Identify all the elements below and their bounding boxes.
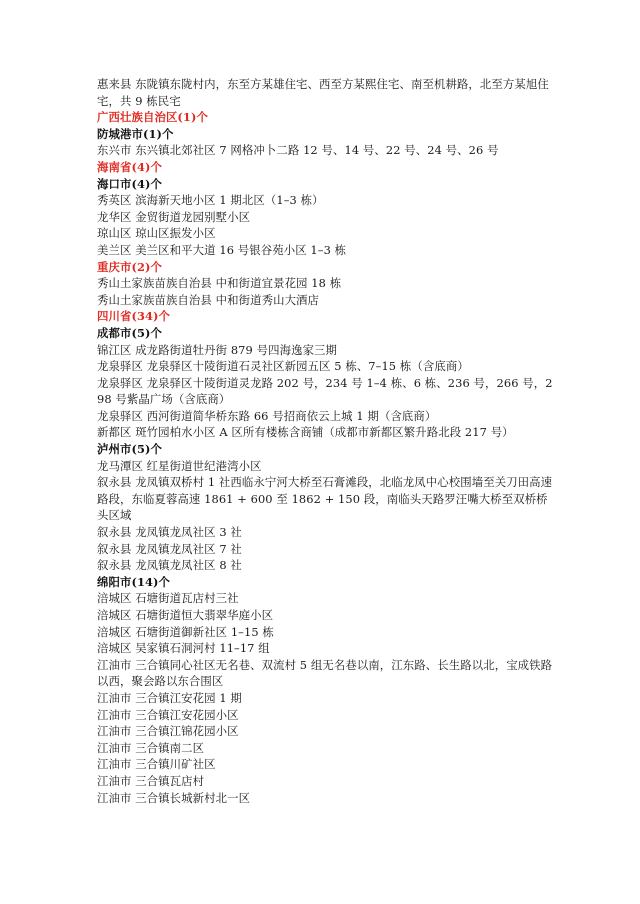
entry-line: 龙华区 金贸街道龙园别墅小区 <box>97 209 251 224</box>
document-page <box>97 76 557 806</box>
entry-line: 龙泉驿区 龙泉驿区十陵街道石灵社区新园五区 5 栋、7–15 栋（含底商） <box>97 359 469 374</box>
entry-line: 江油市 三合镇江安花园小区 <box>97 707 239 722</box>
entry-line: 龙马潭区 红星街道世纪港湾小区 <box>97 458 262 473</box>
entry-line: 江油市 三合镇瓦店村 <box>97 773 205 788</box>
entry-line: 叙永县 龙凤镇双桥村 1 社西临永宁河大桥至石膏滩段，北临龙凤中心校围墙至关刀田高速路段，东临夏蓉高速 1861 + 600 至 1862 + 150 段，南临头天路罗汪嘴大桥至双桥桥头区域 <box>97 475 553 523</box>
province-heading: 重庆市(2)个 <box>97 259 162 274</box>
entry-line: 江油市 三合镇长城新村北一区 <box>97 790 251 805</box>
entry-line: 新都区 斑竹园柏水小区 A 区所有楼栋含商铺（成都市新都区繁升路北段 217 号） <box>97 425 514 440</box>
entry-line: 龙泉驿区 龙泉驿区十陵街道灵龙路 202 号，234 号 1–4 栋、6 栋、236 号，266 号，298 号紫晶广场（含底商） <box>97 375 553 407</box>
entry-line: 秀山土家族苗族自治县 中和街道宜景花园 18 栋 <box>97 276 342 291</box>
city-heading: 成都市(5)个 <box>97 325 162 340</box>
entry-line: 龙泉驿区 西河街道简华桥东路 66 号招商依云上城 1 期（含底商） <box>97 408 437 423</box>
city-heading: 绵阳市(14)个 <box>97 574 170 589</box>
entry-line: 叙永县 龙凤镇龙凤社区 7 社 <box>97 541 242 556</box>
entry-line: 叙永县 龙凤镇龙凤社区 8 社 <box>97 558 242 573</box>
entry-line: 江油市 三合镇南二区 <box>97 740 205 755</box>
entry-line: 涪城区 石塘街道御新社区 1–15 栋 <box>97 624 274 639</box>
entry-line: 东兴市 东兴镇北郊社区 7 网格冲卜二路 12 号、14 号、22 号、24 号、26 号 <box>97 143 499 158</box>
entry-line: 江油市 三合镇江锦花园小区 <box>97 724 239 739</box>
province-heading: 广西壮族自治区(1)个 <box>97 110 208 125</box>
entry-line: 江油市 三合镇江安花园 1 期 <box>97 690 242 705</box>
entry-line: 秀英区 滨海新天地小区 1 期北区（1–3 栋） <box>97 193 324 208</box>
province-heading: 四川省(34)个 <box>97 309 170 324</box>
entry-line: 秀山土家族苗族自治县 中和街道秀山大酒店 <box>97 292 320 307</box>
entry-line: 涪城区 石塘街道瓦店村三社 <box>97 591 239 606</box>
entry-line: 琼山区 琼山区振发小区 <box>97 226 216 241</box>
city-heading: 防城港市(1)个 <box>97 126 174 141</box>
entry-line: 叙永县 龙凤镇龙凤社区 3 社 <box>97 525 242 540</box>
entry-line: 江油市 三合镇川矿社区 <box>97 757 216 772</box>
entry-line: 江油市 三合镇同心社区无名巷、双流村 5 组无名巷以南，江东路、长生路以北，宝成铁路以西，聚会路以东合围区 <box>97 657 553 689</box>
entry-line: 涪城区 吴家镇石洞河村 11–17 组 <box>97 641 270 656</box>
city-heading: 泸州市(5)个 <box>97 442 162 457</box>
entry-line: 涪城区 石塘街道恒大翡翠华庭小区 <box>97 608 274 622</box>
province-heading: 海南省(4)个 <box>97 159 162 174</box>
city-heading: 海口市(4)个 <box>97 176 162 191</box>
entry-line: 美兰区 美兰区和平大道 16 号银谷苑小区 1–3 栋 <box>97 242 347 257</box>
entry-line: 惠来县 东陇镇东陇村内，东至方某雄住宅、西至方某熙住宅、南至机耕路，北至方某旭住宅，共 9 栋民宅 <box>97 77 549 108</box>
entry-line: 锦江区 成龙路街道牡丹街 879 号四海逸家三期 <box>97 342 338 357</box>
